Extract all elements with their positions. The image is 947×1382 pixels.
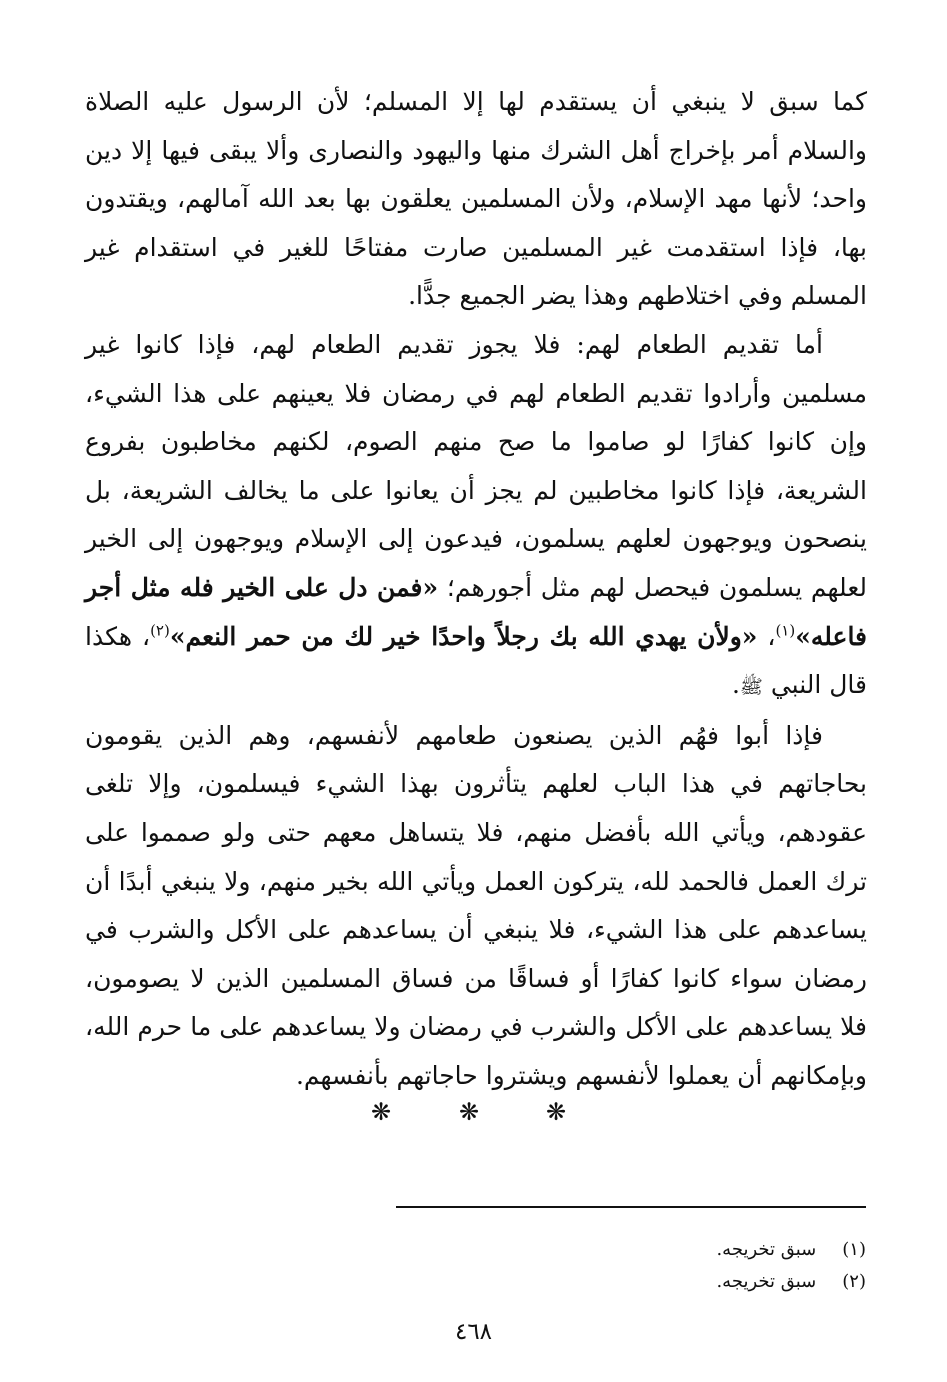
footnote-divider: [396, 1206, 866, 1208]
footnote-ref-1[interactable]: (١): [775, 621, 796, 640]
footnote-2: [500, 1266, 866, 1298]
footnotes: [500, 1234, 866, 1298]
footnote-text: سبق تخريجه.: [716, 1239, 817, 1260]
section-separator: [0, 1097, 947, 1137]
separator-star-icon: ❋: [459, 1098, 480, 1126]
separator-star-icon: ❋: [371, 1098, 392, 1126]
paragraph-2-period: .: [731, 670, 740, 700]
paragraph-2-text: أما تقديم الطعام لهم: فلا يجوز تقديم الطعام لهم، فإذا كانوا غير مسلمين وأرادوا تقديم الطعام لهم في رمضان فلا يعينهم على هذا الشيء، وإن كانوا كفارًا لو صاموا ما صح منهم الصوم، لكنهم مخاطبون بفروع الشريعة، فإذا كانوا مخاطبين لم يجز أن يعانوا على ما يخالف الشريعة، بل ينصحون ويوجهون لعلهم يسلمون، فيدعون إلى الإسلام ويوجهون إلى الخير لعلهم يسلمون فيحصل لهم مثل أجورهم؛: [85, 329, 868, 602]
paragraph-3: فإذا أبوا فهُم الذين يصنعون طعامهم لأنفسهم، وهم الذين يقومون بحاجاتهم في هذا الباب لعلهم يتأثرون بهذا الشيء فيسلمون، وإلا تلغى عقودهم، ويأتي الله بأفضل منهم، فلا يتساهل معهم حتى ولو صمموا على ترك العمل فالحمد لله، يتركون العمل ويأتي الله بخير منهم، ولا ينبغي أبدًا أن يساعدهم على هذا الشيء، فلا ينبغي أن يساعدهم على الأكل والشرب في رمضان سواء كانوا كفارًا أو فساقًا من فساق المسلمين الذين لا يصومون، فلا يساعدهم على الأكل والشرب في رمضان ولا يساعدهم على ما حرم الله، وبإمكانهم أن يعملوا لأنفسهم ويشتروا حاجاتهم بأنفسهم.: [85, 720, 867, 1090]
hadith-quote-2: «ولأن يهدي الله بك رجلاً واحدًا خير لك من حمر النعم»: [169, 621, 758, 651]
paragraph-2-ending: ، هكذا قال النبي: [85, 621, 867, 700]
page-body: [85, 78, 867, 1100]
paragraph-2: [85, 321, 867, 712]
separator-text: ،: [757, 621, 776, 651]
honorific-glyph: ﷺ: [739, 676, 763, 699]
footnote-number: (٢): [842, 1271, 866, 1292]
footnote-1: [500, 1234, 866, 1266]
paragraph-1: كما سبق لا ينبغي أن يستقدم لها إلا المسلم؛ لأن الرسول عليه الصلاة والسلام أمر بإخراج أهل الشرك منها واليهود والنصارى وألا يبقى فيها إلا دين واحد؛ لأنها مهد الإسلام، ولأن المسلمين يعلقون بها بعد الله آمالهم، ويقتدون بها، فإذا استقدمت غير المسلمين صارت مفتاحًا للغير في استقدام غير المسلم وفي اختلاطهم وهذا يضر الجميع جدًّا.: [85, 87, 867, 311]
hadith-quote-1: «فمن دل على الخير فله مثل أجر فاعله»: [85, 572, 868, 651]
footnote-number: (١): [842, 1239, 866, 1260]
footnote-ref-2[interactable]: (٢): [150, 621, 170, 640]
footnote-text: سبق تخريجه.: [716, 1271, 817, 1292]
separator-star-icon: ❋: [546, 1098, 567, 1126]
page-number: ٤٦٨: [454, 1319, 493, 1345]
